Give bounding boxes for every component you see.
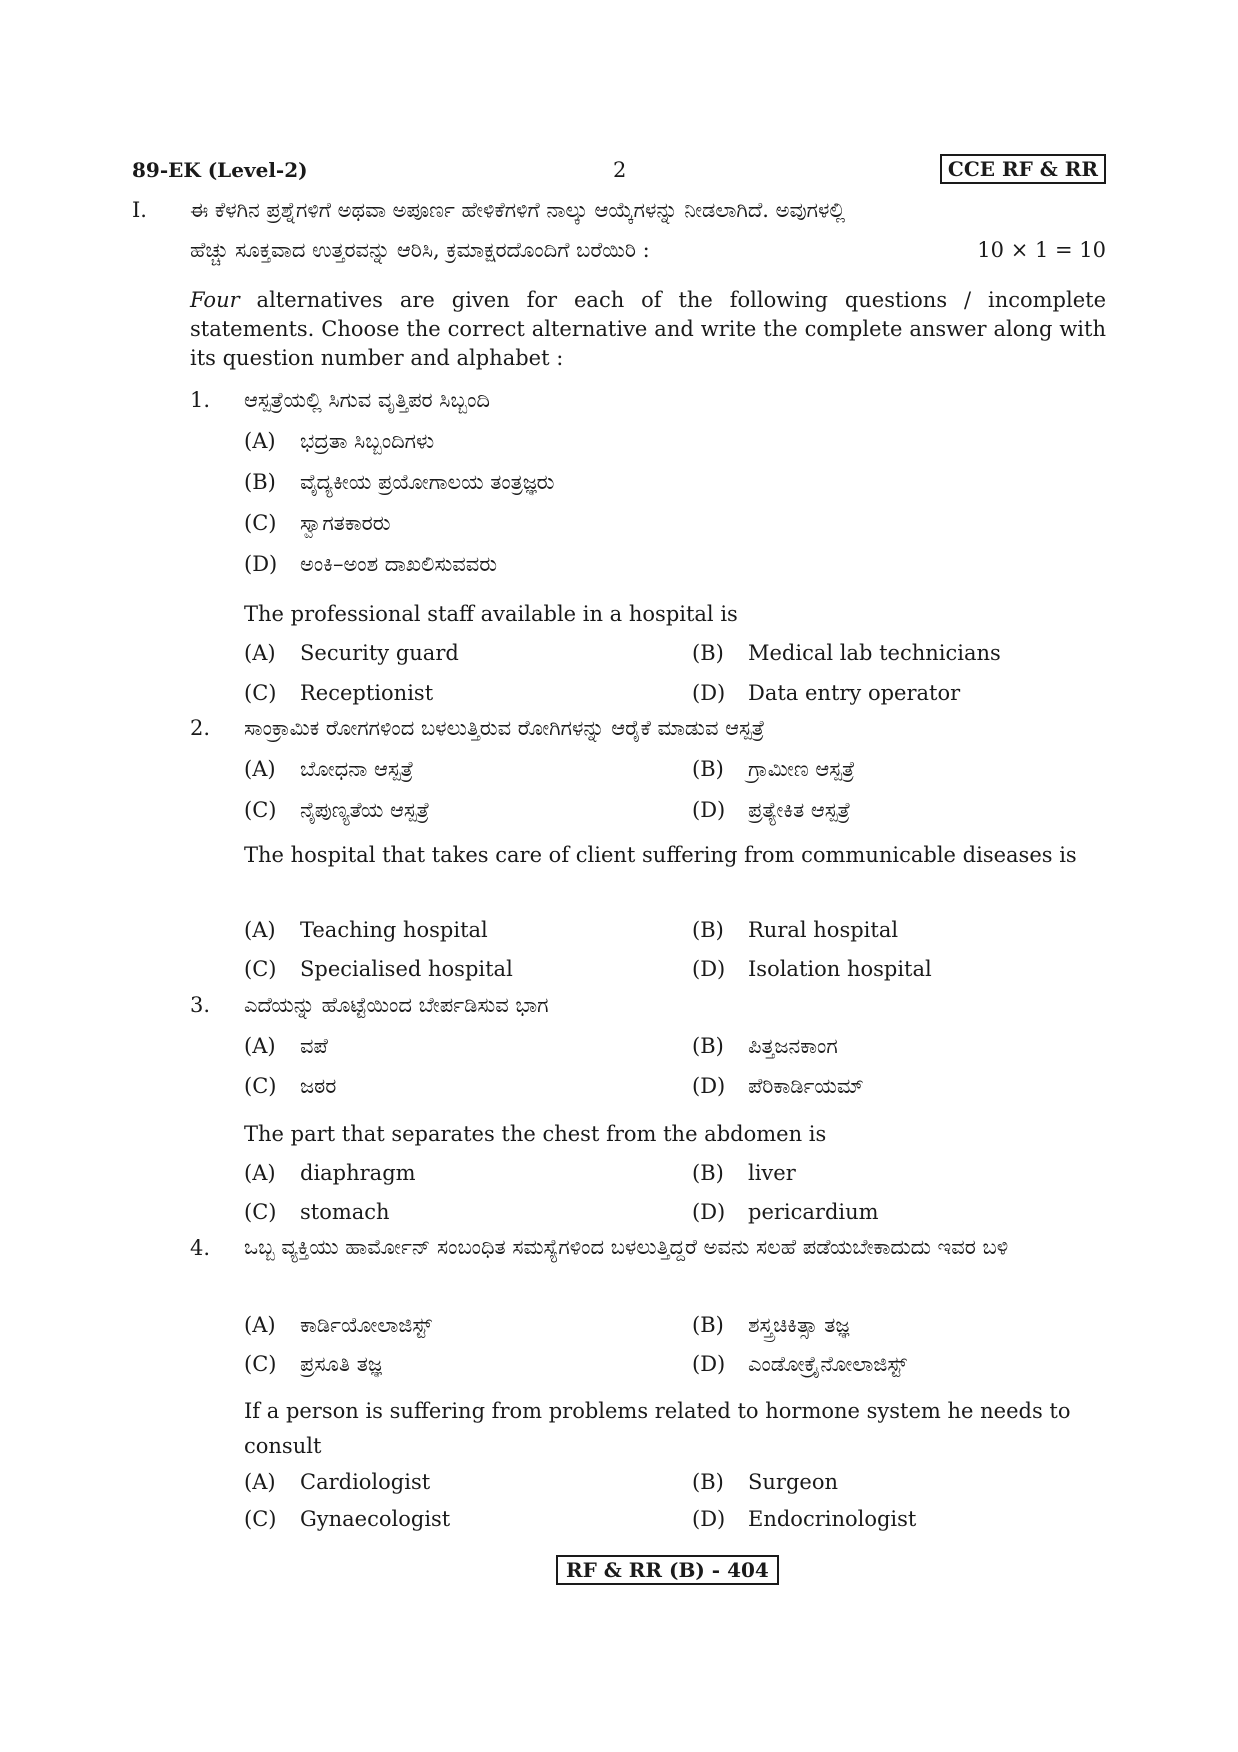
english-option	[244, 1200, 390, 1224]
option-text: ಕಾರ್ಡಿಯೋಲಾಜಿಸ್ಟ್	[300, 1313, 432, 1337]
question-english: The professional staff available in a hospital is	[244, 602, 738, 626]
option-text: ಎಂಡೋಕ್ರೈನೋಲಾಜಿಸ್ಟ್	[748, 1352, 907, 1376]
english-option	[692, 1200, 879, 1224]
english-option	[692, 1161, 796, 1185]
option-text: pericardium	[748, 1200, 879, 1224]
option-text: ನೈಪುಣ್ಯತೆಯ ಆಸ್ಪತ್ರೆ	[300, 798, 430, 822]
option-label: (B)	[692, 1034, 724, 1058]
option-text: ಬೋಧನಾ ಆಸ್ಪತ್ರೆ	[300, 757, 414, 781]
option-label: (A)	[244, 918, 276, 942]
option-label: (A)	[244, 429, 276, 453]
kannada-option	[692, 1313, 849, 1338]
option-text: ಅಂಕಿ–ಅಂಶ ದಾಖಲಿಸುವವರು	[300, 552, 498, 576]
option-text: Cardiologist	[300, 1470, 431, 1494]
kannada-option	[244, 1034, 328, 1059]
option-text: ವಪೆ	[300, 1034, 328, 1058]
option-label: (D)	[692, 798, 726, 822]
question-number: 1.	[190, 388, 211, 412]
english-option	[692, 681, 960, 705]
option-label: (D)	[692, 1352, 726, 1376]
option-label: (C)	[244, 798, 277, 822]
option-text: ಪಿತ್ತಜನಕಾಂಗ	[748, 1034, 838, 1058]
section-number: I.	[132, 198, 147, 222]
kannada-option	[692, 1034, 838, 1059]
question-number: 4.	[190, 1236, 211, 1260]
footer-code-box: RF & RR (B) - 404	[556, 1555, 779, 1585]
option-label: (B)	[692, 641, 724, 665]
option-text: Rural hospital	[748, 918, 899, 942]
kannada-option	[244, 552, 497, 577]
option-label: (D)	[692, 957, 726, 981]
option-label: (B)	[692, 757, 724, 781]
option-text: ವೈದ್ಯಕೀಯ ಪ್ರಯೋಗಾಲಯ ತಂತ್ರಜ್ಞರು	[300, 470, 555, 494]
exam-tag-box: CCE RF & RR	[940, 154, 1106, 184]
option-text: Isolation hospital	[748, 957, 932, 981]
option-text: liver	[748, 1161, 796, 1185]
option-label: (C)	[244, 511, 277, 535]
kannada-option	[692, 1074, 864, 1099]
option-label: (C)	[244, 1352, 277, 1376]
option-text: Gynaecologist	[300, 1507, 451, 1531]
kannada-option	[692, 798, 850, 823]
option-label: (C)	[244, 1200, 277, 1224]
kannada-option	[692, 1352, 907, 1377]
kannada-instruction-line1: ಈ ಕೆಳಗಿನ ಪ್ರಶ್ನೆಗಳಿಗೆ ಅಥವಾ ಅಪೂರ್ಣ ಹೇಳಿಕೆಗಳಿಗೆ ನಾಲ್ಕು ಆಯ್ಕೆಗಳನ್ನು ನೀಡಲಾಗಿದೆ. ಅವುಗಳಲ್ಲಿ	[190, 198, 846, 222]
option-text: ಗ್ರಾಮೀಣ ಆಸ್ಪತ್ರೆ	[748, 757, 855, 781]
english-option	[692, 1470, 838, 1494]
option-text: ಪ್ರಸೂತಿ ತಜ್ಞ	[300, 1352, 382, 1376]
english-option	[244, 1161, 416, 1185]
english-option	[244, 918, 488, 942]
option-text: ಭದ್ರತಾ ಸಿಬ್ಬಂದಿಗಳು	[300, 429, 435, 453]
kannada-option	[244, 798, 430, 823]
english-instruction-text: alternatives are given for each of the following questions / incomplete statements. Choose the correct alternative and write the complete answer along with its question number and alphabet :	[190, 288, 1106, 370]
question-english: The part that separates the chest from the abdomen is	[244, 1122, 827, 1146]
option-label: (D)	[692, 1200, 726, 1224]
kannada-option	[244, 470, 554, 495]
option-text: Security guard	[300, 641, 459, 665]
option-label: (B)	[692, 1470, 724, 1494]
option-label: (A)	[244, 1034, 276, 1058]
option-label: (D)	[244, 552, 278, 576]
kannada-option	[244, 1074, 336, 1099]
option-text: Endocrinologist	[748, 1507, 917, 1531]
page-number: 2	[613, 158, 627, 182]
option-label: (C)	[244, 1507, 277, 1531]
option-label: (A)	[244, 1313, 276, 1337]
english-option	[244, 957, 513, 981]
question-number: 2.	[190, 716, 211, 740]
option-label: (C)	[244, 1074, 277, 1098]
english-instruction-emphasis: Four	[190, 288, 240, 312]
option-text: Specialised hospital	[300, 957, 513, 981]
question-kannada: ಎದೆಯನ್ನು ಹೊಟ್ಟೆಯಿಂದ ಬೇರ್ಪಡಿಸುವ ಭಾಗ	[244, 993, 549, 1017]
kannada-instruction-line2: ಹೆಚ್ಚು ಸೂಕ್ತವಾದ ಉತ್ತರವನ್ನು ಆರಿಸಿ, ಕ್ರಮಾಕ್ಷರದೊಂದಿಗೆ ಬರೆಯಿರಿ :	[190, 238, 650, 262]
option-label: (A)	[244, 1470, 276, 1494]
option-label: (A)	[244, 757, 276, 781]
english-option	[692, 641, 1001, 665]
option-label: (D)	[692, 681, 726, 705]
option-text: stomach	[300, 1200, 390, 1224]
option-label: (B)	[244, 470, 276, 494]
option-text: ಸ್ವಾಗತಕಾರರು	[300, 511, 391, 535]
option-text: Receptionist	[300, 681, 434, 705]
question-kannada: ಆಸ್ಪತ್ರೆಯಲ್ಲಿ ಸಿಗುವ ವೃತ್ತಿಪರ ಸಿಬ್ಬಂದಿ	[244, 388, 490, 412]
option-text: ಶಸ್ತ್ರಚಿಕಿತ್ಸಾ ತಜ್ಞ	[748, 1313, 850, 1337]
question-english: The hospital that takes care of client suffering from communicable diseases is	[244, 843, 1077, 867]
kannada-option	[244, 1313, 432, 1338]
kannada-option	[244, 1352, 382, 1377]
option-text: Medical lab technicians	[748, 641, 1001, 665]
kannada-option	[692, 757, 855, 782]
section-marks: 10 × 1 = 10	[977, 238, 1106, 262]
option-label: (D)	[692, 1507, 726, 1531]
option-label: (B)	[692, 1161, 724, 1185]
option-label: (C)	[244, 681, 277, 705]
english-option	[244, 1470, 430, 1494]
option-text: diaphragm	[300, 1161, 416, 1185]
option-text: Surgeon	[748, 1470, 838, 1494]
kannada-option	[244, 757, 413, 782]
option-text: ಪ್ರತ್ಯೇಕಿತ ಆಸ್ಪತ್ರೆ	[748, 798, 851, 822]
option-label: (B)	[692, 1313, 724, 1337]
english-option	[692, 957, 932, 981]
kannada-option	[244, 511, 391, 536]
option-label: (A)	[244, 1161, 276, 1185]
option-label: (B)	[692, 918, 724, 942]
question-english: If a person is suffering from problems related to hormone system he needs to consult	[244, 1399, 1071, 1458]
english-option	[244, 681, 433, 705]
question-kannada: ಸಾಂಕ್ರಾಮಿಕ ರೋಗಗಳಿಂದ ಬಳಲುತ್ತಿರುವ ರೋಗಿಗಳನ್ನು ಆರೈಕೆ ಮಾಡುವ ಆಸ್ಪತ್ರೆ	[244, 716, 765, 740]
option-label: (D)	[692, 1074, 726, 1098]
english-option	[244, 641, 459, 665]
option-text: Data entry operator	[748, 681, 961, 705]
option-text: ಜಠರ	[300, 1074, 337, 1098]
question-number: 3.	[190, 993, 211, 1017]
english-instruction	[190, 286, 1106, 373]
option-text: ಪೆರಿಕಾರ್ಡಿಯಮ್	[748, 1074, 864, 1098]
option-text: Teaching hospital	[300, 918, 488, 942]
question-kannada: ಒಬ್ಬ ವ್ಯಕ್ತಿಯು ಹಾರ್ಮೋನ್ ಸಂಬಂಧಿತ ಸಮಸ್ಯೆಗಳಿಂದ ಬಳಲುತ್ತಿದ್ದರೆ ಅವನು ಸಲಹೆ ಪಡೆಯಬೇಕಾದುದು ಇವರ ಬಳಿ	[244, 1235, 1009, 1259]
page-header	[132, 158, 1106, 190]
option-label: (C)	[244, 957, 277, 981]
paper-code: 89-EK (Level-2)	[132, 158, 308, 182]
option-label: (A)	[244, 641, 276, 665]
english-option	[244, 1507, 450, 1531]
english-option	[692, 918, 898, 942]
english-option	[692, 1507, 916, 1531]
kannada-option	[244, 429, 434, 454]
